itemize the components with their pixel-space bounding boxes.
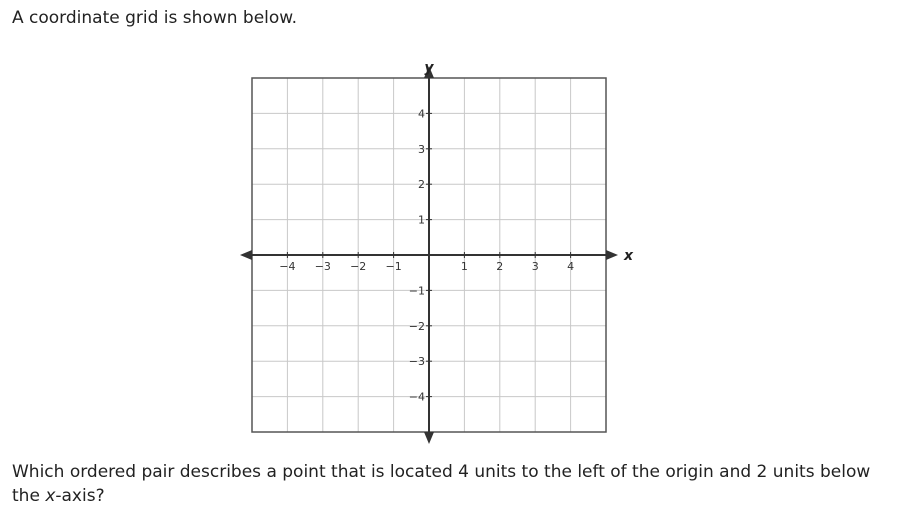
y-tick-label: 3 (418, 142, 425, 156)
x-tick-label: −3 (314, 260, 331, 273)
y-tick-label: −3 (408, 355, 425, 369)
x-axis-arrow-left (240, 250, 252, 260)
question-italic-x: x (45, 486, 56, 506)
x-tick-label: 4 (567, 260, 575, 273)
x-tick-label: −4 (279, 260, 296, 273)
x-tick-label: −2 (350, 260, 367, 273)
y-tick-label: 4 (418, 107, 425, 121)
y-tick-label: 1 (418, 213, 425, 227)
x-axis-arrow-right (606, 250, 618, 260)
y-axis-label: y (424, 60, 434, 76)
x-tick-label: 2 (496, 260, 504, 273)
y-tick-label: 2 (418, 178, 425, 192)
y-tick-label: −2 (408, 319, 425, 333)
x-tick-label: −1 (385, 260, 402, 273)
axes (240, 66, 618, 444)
coordinate-grid (240, 58, 634, 440)
x-tick-label: 1 (460, 260, 468, 273)
x-tick-label: 3 (531, 260, 539, 273)
y-axis-arrow-down (424, 432, 434, 444)
question-text-part2: -axis? (55, 486, 105, 506)
y-tick-label: −4 (408, 390, 425, 404)
y-tick-label: −1 (408, 284, 425, 298)
question-text-part1: Which ordered pair describes a point that is located 4 units to the left of the origin and 2 units below the (12, 462, 871, 506)
question-text (12, 460, 892, 508)
x-axis-label: x (624, 248, 634, 264)
intro-text: A coordinate grid is shown below. (12, 8, 298, 28)
